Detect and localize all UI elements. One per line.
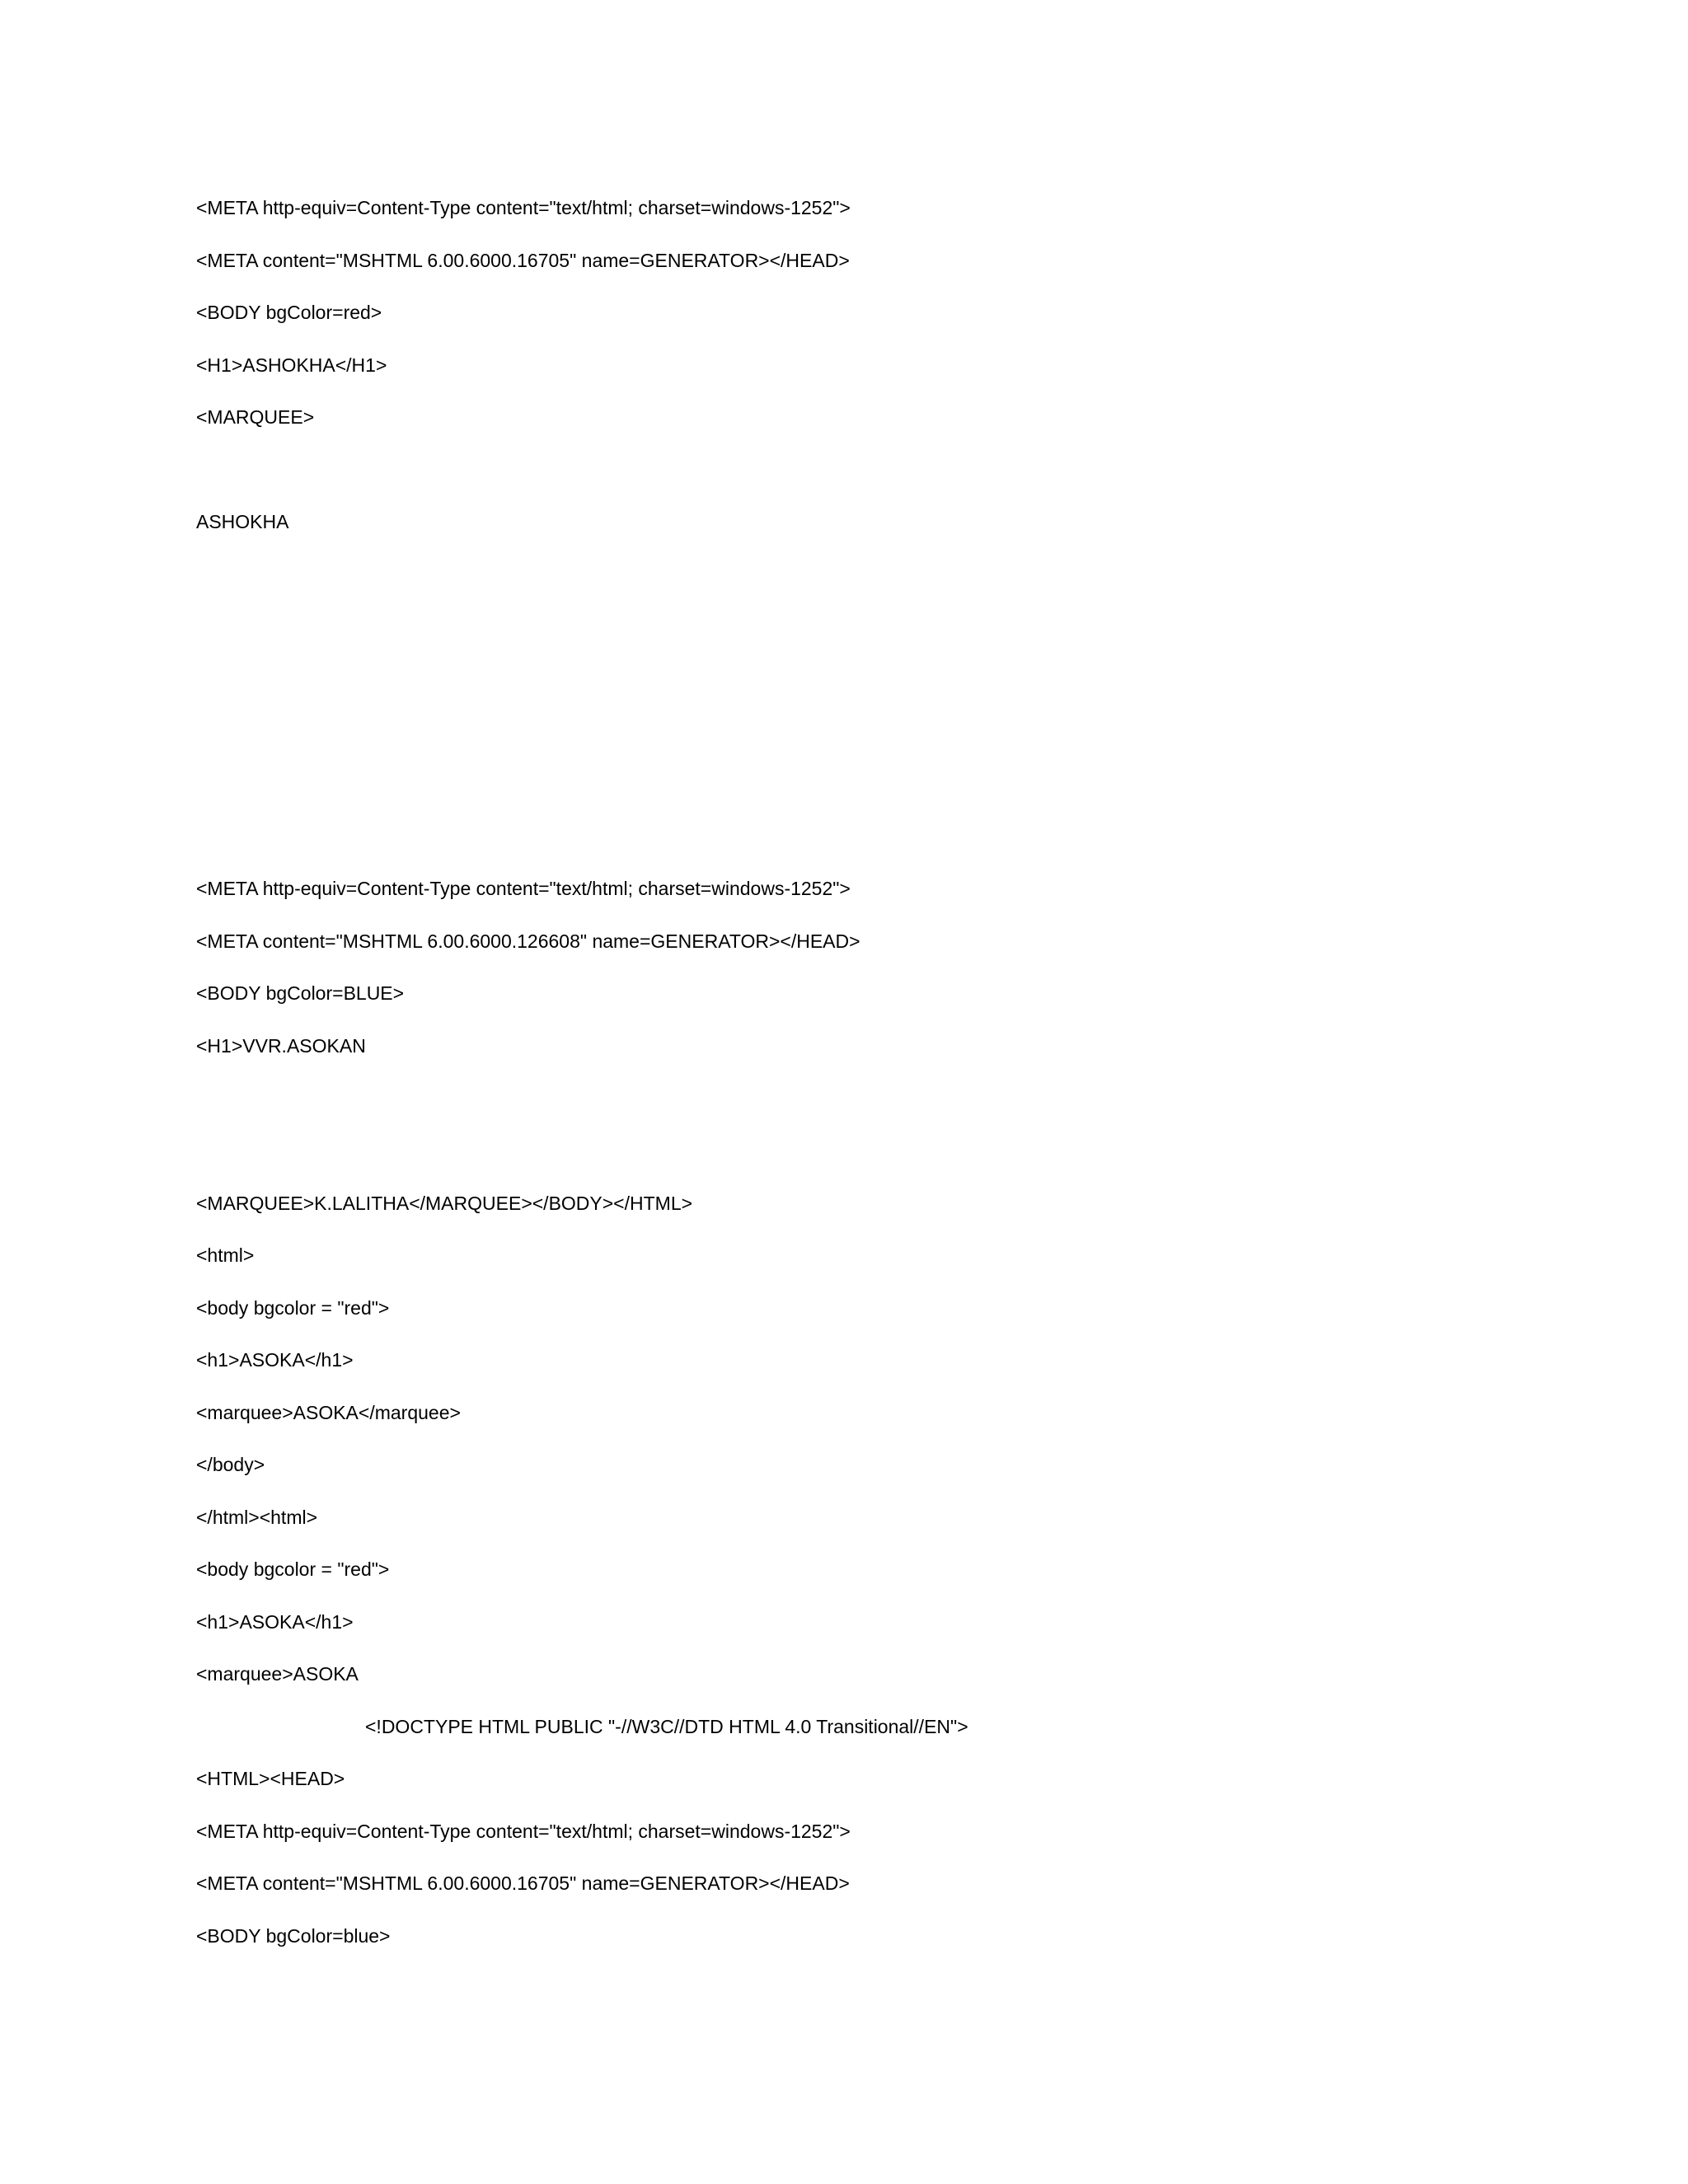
text-line: </body> [196,1454,265,1475]
text-line: <MARQUEE>K.LALITHA</MARQUEE></BODY></HTML> [196,1193,693,1214]
text-line: <META http-equiv=Content-Type content="text/html; charset=windows-1252"> [196,1821,851,1842]
text-line: <META content="MSHTML 6.00.6000.126608" name=GENERATOR></HEAD> [196,930,860,952]
text-line: <!DOCTYPE HTML PUBLIC "-//W3C//DTD HTML 4.0 Transitional//EN"> [365,1716,968,1737]
text-line: <html> [196,1244,255,1266]
text-line: <BODY bgColor=red> [196,302,382,323]
text-line: <H1>ASHOKHA</H1> [196,354,387,376]
text-line: <marquee>ASOKA [196,1663,359,1685]
text-line: <H1>VVR.ASOKAN [196,1035,366,1057]
text-line: <META content="MSHTML 6.00.6000.16705" name=GENERATOR></HEAD> [196,250,850,271]
text-line: ASHOKHA [196,511,289,532]
text-line: <META http-equiv=Content-Type content="text/html; charset=windows-1252"> [196,878,851,899]
text-line: </html><html> [196,1507,318,1528]
text-line: <BODY bgColor=blue> [196,1925,391,1947]
text-line: <MARQUEE> [196,406,315,428]
text-line: <HTML><HEAD> [196,1768,345,1789]
text-line: <marquee>ASOKA</marquee> [196,1402,461,1423]
text-line: <META http-equiv=Content-Type content="text/html; charset=windows-1252"> [196,197,851,218]
text-line: <body bgcolor = "red"> [196,1558,390,1580]
text-line: <h1>ASOKA</h1> [196,1611,354,1633]
text-line: <h1>ASOKA</h1> [196,1349,354,1371]
text-line: <META content="MSHTML 6.00.6000.16705" name=GENERATOR></HEAD> [196,1872,850,1894]
text-line: <BODY bgColor=BLUE> [196,982,405,1004]
text-line: <body bgcolor = "red"> [196,1297,390,1319]
